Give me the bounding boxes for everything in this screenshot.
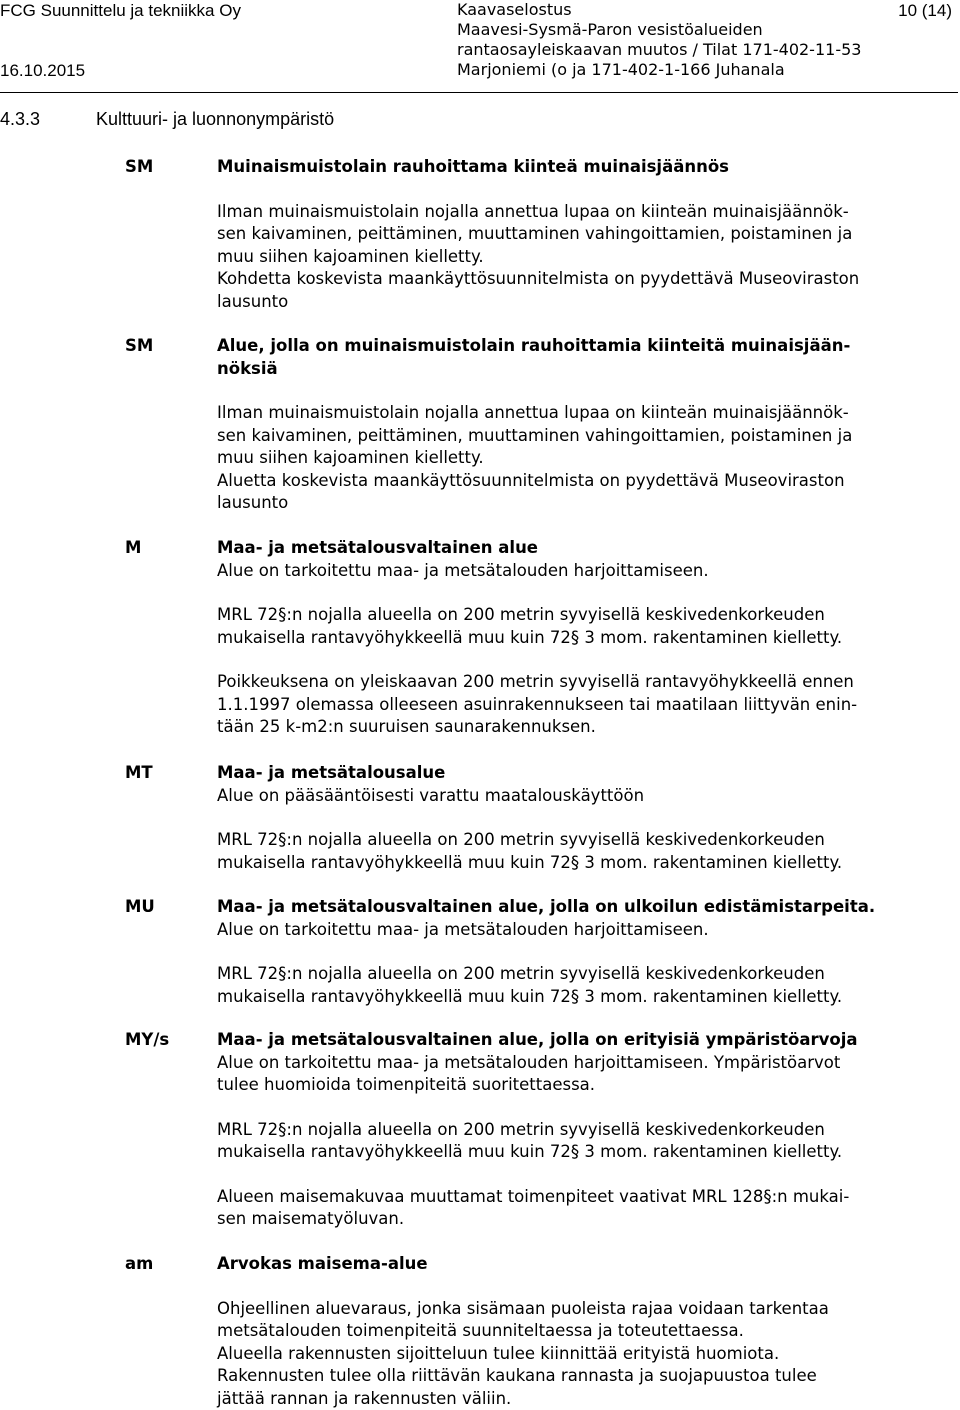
- text-line: mukaisella rantavyöhykkeellä muu kuin 72§ 3 mom. rakentaminen kielletty.: [217, 986, 843, 1006]
- entry-title: Maa- ja metsätalousvaltainen alue, jolla on ulkoilun edistämistarpeita.: [217, 897, 876, 916]
- entry-subtitle: Alue on tarkoitettu maa- ja metsätalouden harjoittamiseen.: [217, 560, 709, 580]
- entry-body: [217, 156, 955, 313]
- entry-subtitle-line: Alue on tarkoitettu maa- ja metsätalouden harjoittamiseen. Ympäristöarvot: [217, 1052, 841, 1072]
- text-line: Ohjeellinen aluevaraus, jonka sisämaan puoleista rajaa voidaan tarkentaa: [217, 1298, 829, 1318]
- entry-paragraph: [217, 829, 955, 874]
- document-title-line: Marjoniemi (o ja 171-402-1-166 Juhanala: [457, 60, 785, 79]
- document-info: [457, 0, 861, 80]
- entry-title-line: Alue, jolla on muinaismuistolain rauhoittamia kiinteitä muinaisjään-: [217, 336, 851, 355]
- text-line: sen maisematyöluvan.: [217, 1209, 405, 1228]
- entry-title: Maa- ja metsätalousvaltainen alue, jolla on erityisiä ympäristöarvoja: [217, 1030, 858, 1049]
- text-line: sen kaivaminen, peittäminen, muuttaminen vahingoittamien, poistaminen ja: [217, 425, 853, 445]
- entry-paragraph: [217, 402, 955, 515]
- document-type: Kaavaselostus: [457, 0, 572, 19]
- section-title: Kulttuuri- ja luonnonympäristö: [96, 109, 335, 129]
- text-line: lausunto: [217, 493, 289, 512]
- zone-code: SM: [125, 157, 154, 176]
- entry-title: Muinaismuistolain rauhoittama kiinteä muinaisjäännös: [217, 157, 730, 176]
- entry-body: [217, 762, 955, 874]
- company-name: FCG Suunnittelu ja tekniikka Oy: [0, 1, 241, 20]
- text-line: Alueella rakennusten sijoitteluun tulee kiinnittää erityistä huomiota.: [217, 1343, 780, 1363]
- text-line: Alueen maisemakuvaa muuttamat toimenpiteet vaativat MRL 128§:n mukai-: [217, 1186, 850, 1206]
- text-line: Poikkeuksena on yleiskaavan 200 metrin syvyisellä rantavyöhykkeellä ennen: [217, 672, 854, 691]
- entry-paragraph: [217, 201, 955, 314]
- text-line: MRL 72§:n nojalla alueella on 200 metrin syvyisellä keskivedenkorkeuden: [217, 964, 825, 983]
- text-line: mukaisella rantavyöhykkeellä muu kuin 72§ 3 mom. rakentaminen kielletty.: [217, 627, 843, 647]
- zone-code: SM: [125, 336, 154, 355]
- entry-paragraph: [217, 671, 955, 739]
- entry-body: [217, 1029, 955, 1231]
- text-line: mukaisella rantavyöhykkeellä muu kuin 72§ 3 mom. rakentaminen kielletty.: [217, 852, 843, 872]
- document-date: 16.10.2015: [0, 61, 86, 80]
- entry-title: Maa- ja metsätalousvaltainen alue: [217, 538, 539, 557]
- text-line: Kohdetta koskevista maankäyttösuunnitelmista on pyydettävä Museoviraston: [217, 269, 860, 288]
- text-line: lausunto: [217, 291, 289, 311]
- section-number: 4.3.3: [0, 109, 41, 129]
- entry-body: [217, 537, 955, 739]
- text-line: Rakennusten tulee olla riittävän kaukana rannasta ja suojapuustoa tulee: [217, 1366, 817, 1385]
- text-line: metsätalouden toimenpiteitä suunniteltaessa ja toteutettaessa.: [217, 1321, 744, 1340]
- entry-paragraph: [217, 1186, 955, 1231]
- entry-paragraph: [217, 1119, 955, 1164]
- text-line: muu siihen kajoaminen kielletty.: [217, 246, 484, 266]
- text-line: 1.1.1997 olemassa olleeseen asuinrakennukseen tai maatilaan liittyvän enin-: [217, 694, 858, 714]
- document-title-line: rantaosayleiskaavan muutos / Tilat 171-402-11-53: [457, 40, 862, 59]
- text-line: mukaisella rantavyöhykkeellä muu kuin 72§ 3 mom. rakentaminen kielletty.: [217, 1142, 843, 1161]
- entry-title: Arvokas maisema-alue: [217, 1254, 428, 1273]
- entry-body: [217, 335, 955, 515]
- text-line: tään 25 k-m2:n suuruisen saunarakennuksen.: [217, 717, 596, 736]
- section-heading: [0, 108, 334, 130]
- entry-title-line: nöksiä: [217, 358, 278, 378]
- text-line: MRL 72§:n nojalla alueella on 200 metrin syvyisellä keskivedenkorkeuden: [217, 605, 825, 624]
- text-line: MRL 72§:n nojalla alueella on 200 metrin syvyisellä keskivedenkorkeuden: [217, 830, 825, 849]
- zone-code: M: [125, 538, 142, 557]
- entry-paragraph: [217, 1298, 955, 1410]
- entry-subtitle: Alue on tarkoitettu maa- ja metsätalouden harjoittamiseen.: [217, 919, 709, 939]
- page-number: 10 (14): [898, 1, 952, 20]
- entry-title: Maa- ja metsätalousalue: [217, 763, 446, 782]
- text-line: muu siihen kajoaminen kielletty.: [217, 448, 484, 467]
- zone-code: MY/s: [125, 1030, 170, 1049]
- text-line: Aluetta koskevista maankäyttösuunnitelmista on pyydettävä Museoviraston: [217, 470, 845, 490]
- document-title-line: Maavesi-Sysmä-Paron vesistöalueiden: [457, 20, 763, 39]
- entry-subtitle-line: tulee huomioida toimenpiteitä suoritettaessa.: [217, 1075, 596, 1094]
- entry-body: [217, 896, 955, 1008]
- entry-paragraph: [217, 963, 955, 1008]
- entry-paragraph: [217, 604, 955, 649]
- text-line: sen kaivaminen, peittäminen, muuttaminen vahingoittamien, poistaminen ja: [217, 224, 853, 243]
- zone-code: am: [125, 1254, 154, 1273]
- zone-code: MT: [125, 763, 153, 782]
- page-header: [0, 0, 960, 92]
- zone-code: MU: [125, 897, 155, 916]
- entry-subtitle: Alue on pääsääntöisesti varattu maatalouskäyttöön: [217, 785, 645, 805]
- text-line: MRL 72§:n nojalla alueella on 200 metrin syvyisellä keskivedenkorkeuden: [217, 1119, 825, 1139]
- header-divider: [0, 92, 958, 93]
- text-line: Ilman muinaismuistolain nojalla annettua lupaa on kiinteän muinaisjäännök-: [217, 201, 849, 221]
- text-line: Ilman muinaismuistolain nojalla annettua lupaa on kiinteän muinaisjäännök-: [217, 403, 849, 422]
- entry-body: [217, 1253, 955, 1410]
- text-line: jättää rannan ja rakennusten väliin.: [217, 1388, 512, 1408]
